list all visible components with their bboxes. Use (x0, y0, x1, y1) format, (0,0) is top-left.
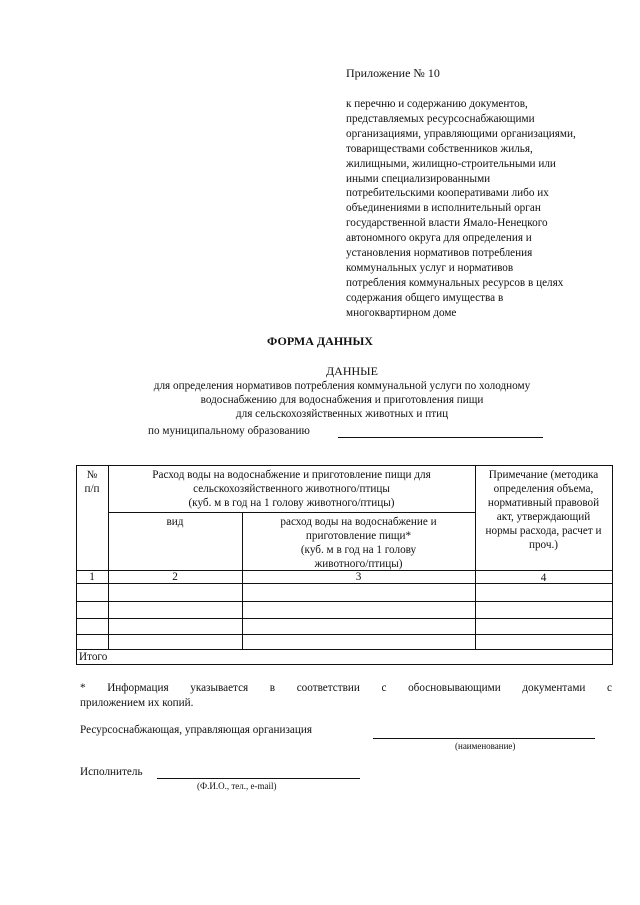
appendix-line: организациями, управляющими организациями, (346, 127, 576, 140)
appendix-line: потребительскими кооперативами либо их (346, 187, 549, 200)
appendix-line: коммунальных услуг и нормативов (346, 261, 514, 274)
header-water-line: сельскохозяйственного животного/птицы (193, 483, 390, 495)
appendix-line: представляемых ресурсоснабжающими (346, 112, 535, 125)
appendix-line: установления нормативов потребления (346, 247, 533, 260)
appendix-title: Приложение № 10 (346, 66, 440, 80)
header-note-line: определения объема, (493, 483, 594, 495)
header-note-line: проч.) (528, 539, 559, 551)
header-number (76, 468, 108, 496)
form-title: ФОРМА ДАННЫХ (267, 334, 373, 348)
organization-field[interactable] (373, 738, 595, 739)
appendix-line: автономного округа для определения и (346, 232, 532, 245)
footnote-line: приложением их копий. (80, 697, 194, 709)
data-description-line: водоснабжению для водоснабжения и приготовления пищи (200, 394, 484, 406)
table-rule (76, 649, 613, 650)
data-description (80, 379, 604, 421)
executor-field[interactable] (157, 778, 360, 779)
header-note-line: акт, утверждающий (496, 511, 591, 523)
header-number-line: п/п (84, 483, 100, 495)
table-rule (108, 512, 475, 513)
executor-caption: (Ф.И.О., тел., e-mail) (197, 781, 277, 791)
data-description-line: для определения нормативов потребления коммунальной услуги по холодному (153, 380, 531, 392)
header-water-line: (куб. м в год на 1 голову животного/птицы) (188, 497, 395, 509)
organization-label: Ресурсоснабжающая, управляющая организация (80, 724, 312, 736)
appendix-text (346, 97, 621, 321)
appendix-line: потребления коммунальных ресурсов в целях (346, 276, 564, 289)
header-note (475, 468, 612, 552)
appendix-line: объединениями в исполнительный орган (346, 202, 541, 215)
column-number-4: 4 (540, 572, 547, 584)
appendix-line: содержания общего имущества в (346, 291, 504, 304)
header-water-consumption (108, 468, 475, 510)
organization-caption: (наименование) (455, 741, 516, 751)
appendix-line: иными специализированными (346, 172, 491, 185)
footnote (80, 681, 612, 711)
column-number-3: 3 (355, 571, 362, 583)
column-number-1: 1 (89, 571, 95, 583)
footnote-line: * Информация указывается в соответствии с обосновывающими документами с (80, 682, 612, 694)
table-border-right (612, 465, 613, 665)
header-number-line: № (86, 469, 98, 481)
header-consumption-line: приготовление пищи* (305, 530, 412, 542)
table-border-bottom (76, 664, 613, 665)
appendix-line: многоквартирном доме (346, 306, 457, 319)
header-consumption-line: животного/птицы) (314, 558, 403, 570)
column-number-2: 2 (172, 571, 178, 583)
data-description-line: для сельскохозяйственных животных и птиц (235, 408, 449, 420)
appendix-line: к перечню и содержанию документов, (346, 98, 528, 110)
header-water-line: Расход воды на водоснабжение и приготовление пищи для (152, 469, 431, 481)
header-type: вид (166, 516, 184, 528)
table-border-top (76, 465, 613, 466)
appendix-line: товариществами собственников жилья, (346, 142, 533, 155)
header-note-line: нормативный правовой (487, 497, 600, 509)
table-rule (76, 601, 613, 602)
municipality-field[interactable] (338, 437, 543, 438)
header-consumption-line: (куб. м в год на 1 голову (300, 544, 417, 556)
appendix-line: государственной власти Ямало-Ненецкого (346, 217, 548, 230)
data-title: ДАННЫЕ (326, 364, 378, 378)
municipality-label: по муниципальному образованию (148, 425, 310, 437)
appendix-line: жилищными, жилищно-строительными или (346, 157, 556, 170)
total-label: Итого (79, 651, 108, 663)
data-table (76, 465, 613, 665)
header-note-line: нормы расхода, расчет и (485, 525, 602, 537)
header-note-line: Примечание (методика (488, 469, 599, 481)
executor-label: Исполнитель (80, 766, 143, 778)
table-rule (76, 634, 613, 635)
header-consumption-line: расход воды на водоснабжение и (280, 516, 437, 528)
header-consumption-per-head (242, 515, 475, 571)
table-rule (76, 618, 613, 619)
